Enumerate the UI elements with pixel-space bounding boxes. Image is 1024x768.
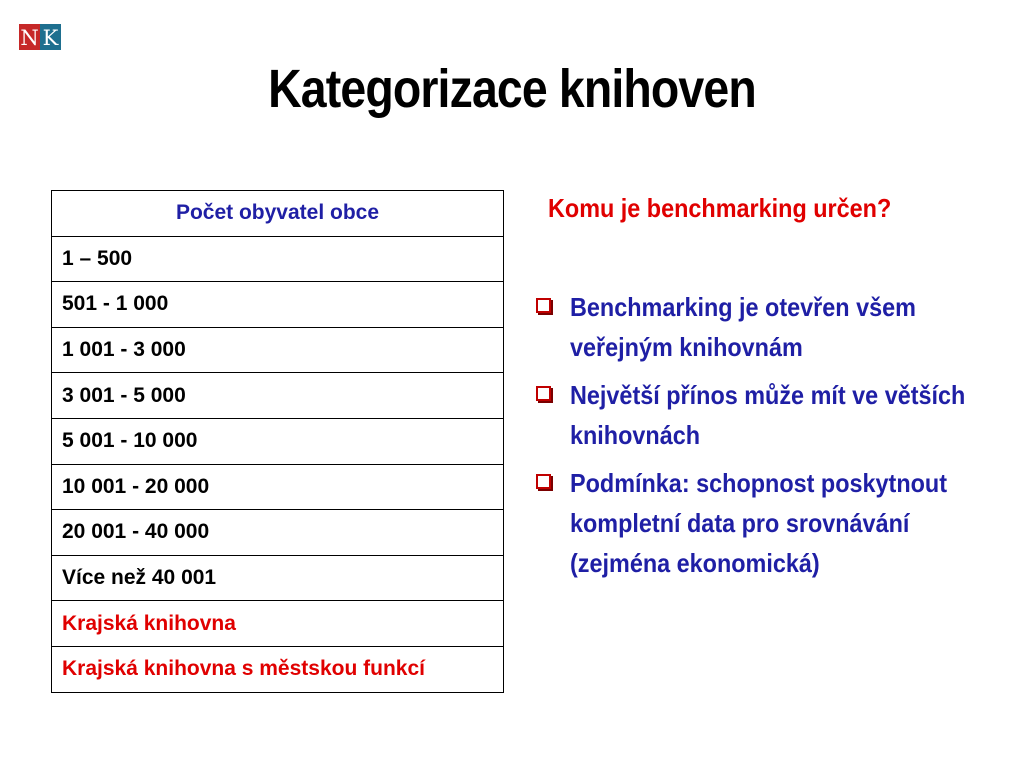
table-row: [52, 418, 504, 464]
slide-title: Kategorizace knihoven: [268, 59, 756, 119]
nk-logo: [19, 24, 61, 50]
list-item: [532, 375, 972, 455]
question-heading: Komu je benchmarking určen?: [548, 193, 892, 223]
table-cell: 1 – 500: [52, 236, 504, 282]
table-row: [52, 373, 504, 419]
table-cell: 5 001 - 10 000: [52, 418, 504, 464]
checkbox-bullet-icon: [536, 298, 551, 313]
table-row: [52, 510, 504, 556]
table-row: [52, 327, 504, 373]
bullet-list: [532, 287, 972, 591]
table-cell: 20 001 - 40 000: [52, 510, 504, 556]
table-header-row: [52, 191, 504, 237]
table-cell: Krajská knihovna: [52, 601, 504, 647]
checkbox-bullet-icon: [536, 474, 551, 489]
list-item: [532, 463, 972, 583]
bullet-text: Největší přínos může mít ve větších knihovnách: [570, 380, 966, 450]
library-category-table: [51, 190, 504, 693]
list-item: [532, 287, 972, 367]
logo-letter-k: K: [42, 26, 59, 50]
table-cell: 3 001 - 5 000: [52, 373, 504, 419]
table-row: [52, 601, 504, 647]
table-row: [52, 236, 504, 282]
table-row: [52, 555, 504, 601]
bullet-text: Benchmarking je otevřen všem veřejným knihovnám: [570, 292, 916, 362]
table-cell: 501 - 1 000: [52, 282, 504, 328]
table-cell: 10 001 - 20 000: [52, 464, 504, 510]
logo-letter-n: N: [20, 26, 39, 50]
table-row: [52, 646, 504, 692]
table-cell: Více než 40 001: [52, 555, 504, 601]
table-cell: Krajská knihovna s městskou funkcí: [52, 646, 504, 692]
table-header-cell: Počet obyvatel obce: [52, 191, 504, 237]
table-cell: 1 001 - 3 000: [52, 327, 504, 373]
table-row: [52, 282, 504, 328]
checkbox-bullet-icon: [536, 386, 551, 401]
table-row: [52, 464, 504, 510]
bullet-text: Podmínka: schopnost poskytnout kompletní data pro srovnávání (zejména ekonomická): [570, 468, 948, 578]
